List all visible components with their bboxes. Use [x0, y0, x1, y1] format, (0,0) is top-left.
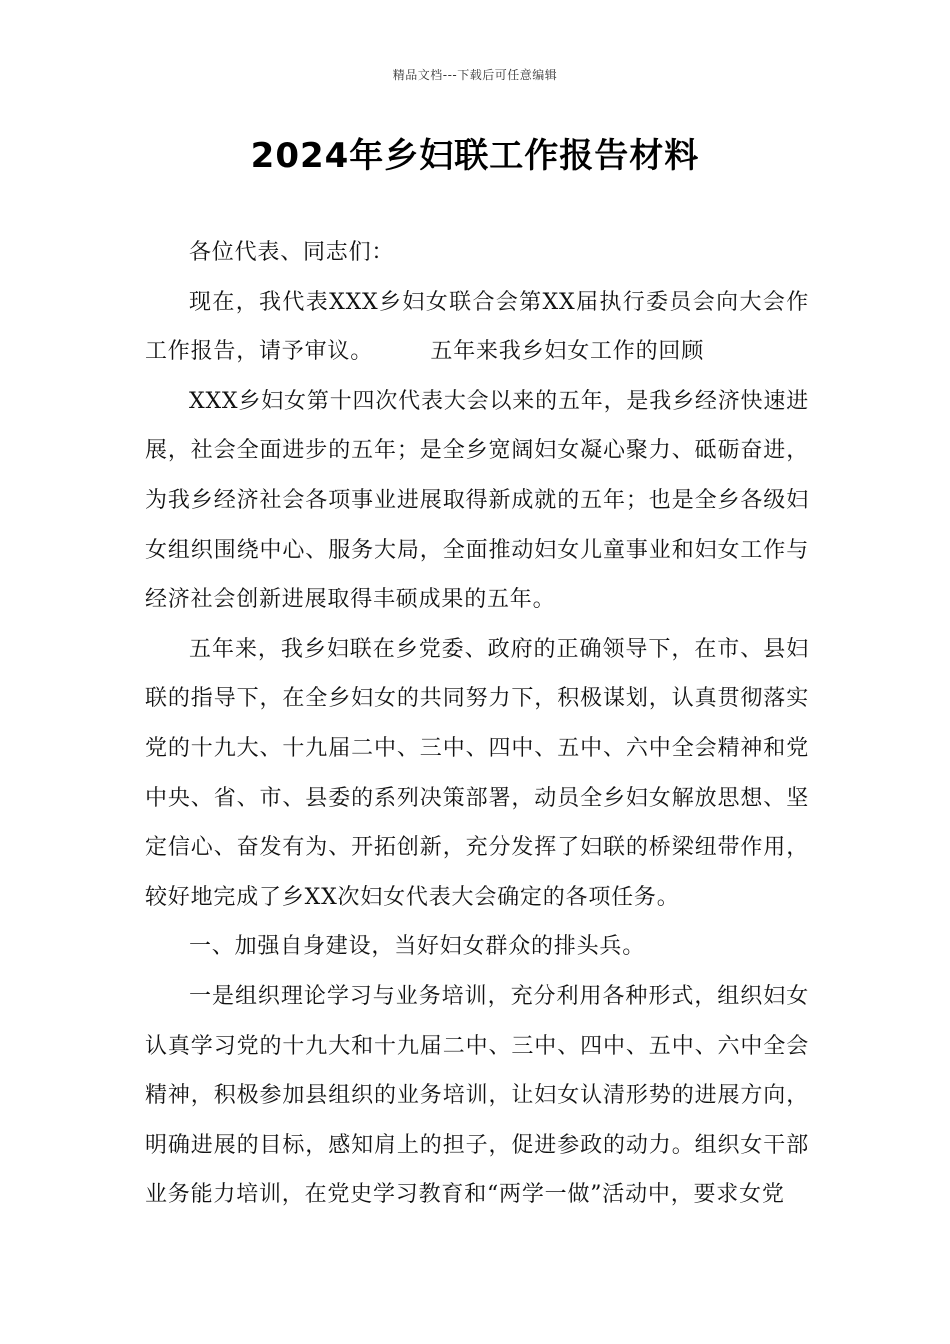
paragraph-study-training: 一是组织理论学习与业务培训，充分利用各种形式，组织妇女认真学习党的十九大和十九届二中、三中、四中、五中、六中全会精神，积极参加县组织的业务培训，让妇女认清形势的进展方向，明确进展的目标，感知肩上的担子，促进参政的动力。组织女干部业务能力培训，在党史学习教育和“两学一做”活动中，要求女党: [145, 983, 809, 1208]
paragraph-five-years: 五年来，我乡妇联在乡党委、政府的正确领导下，在市、县妇联的指导下，在全乡妇女的共同努力下，积极谋划，认真贯彻落实党的十九大、十九届二中、三中、四中、五中、六中全会精神和党中央、省、市、县委的系列决策部署，动员全乡妇女解放思想、坚定信心、奋发有为、开拓创新，充分发挥了妇联的桥梁纽带作用，较好地完成了乡XX次妇女代表大会确定的各项任务。: [145, 636, 809, 910]
document-title: 2024年乡妇联工作报告材料: [250, 136, 700, 176]
paragraph-intro: 现在，我代表XXX乡妇女联合会第XX届执行委员会向大会作工作报告，请予审议。 五年来我乡妇女工作的回顾: [145, 289, 809, 365]
section-heading-1: 一、加强自身建设，当好妇女群众的排头兵。: [189, 934, 646, 960]
header-note: 精品文档---下载后可任意编辑: [392, 68, 558, 82]
paragraph-salutation: 各位代表、同志们：: [189, 240, 395, 265]
paragraph-review: XXX乡妇女第十四次代表大会以来的五年，是我乡经济快速进展，社会全面进步的五年；是全乡宽阔妇女凝心聚力、砥砺奋进，为我乡经济社会各项事业进展取得新成就的五年；也是全乡各级妇女组织围绕中心、服务大局，全面推动妇女儿童事业和妇女工作与经济社会创新进展取得丰硕成果的五年。: [145, 388, 809, 613]
document-body: [145, 228, 809, 1220]
